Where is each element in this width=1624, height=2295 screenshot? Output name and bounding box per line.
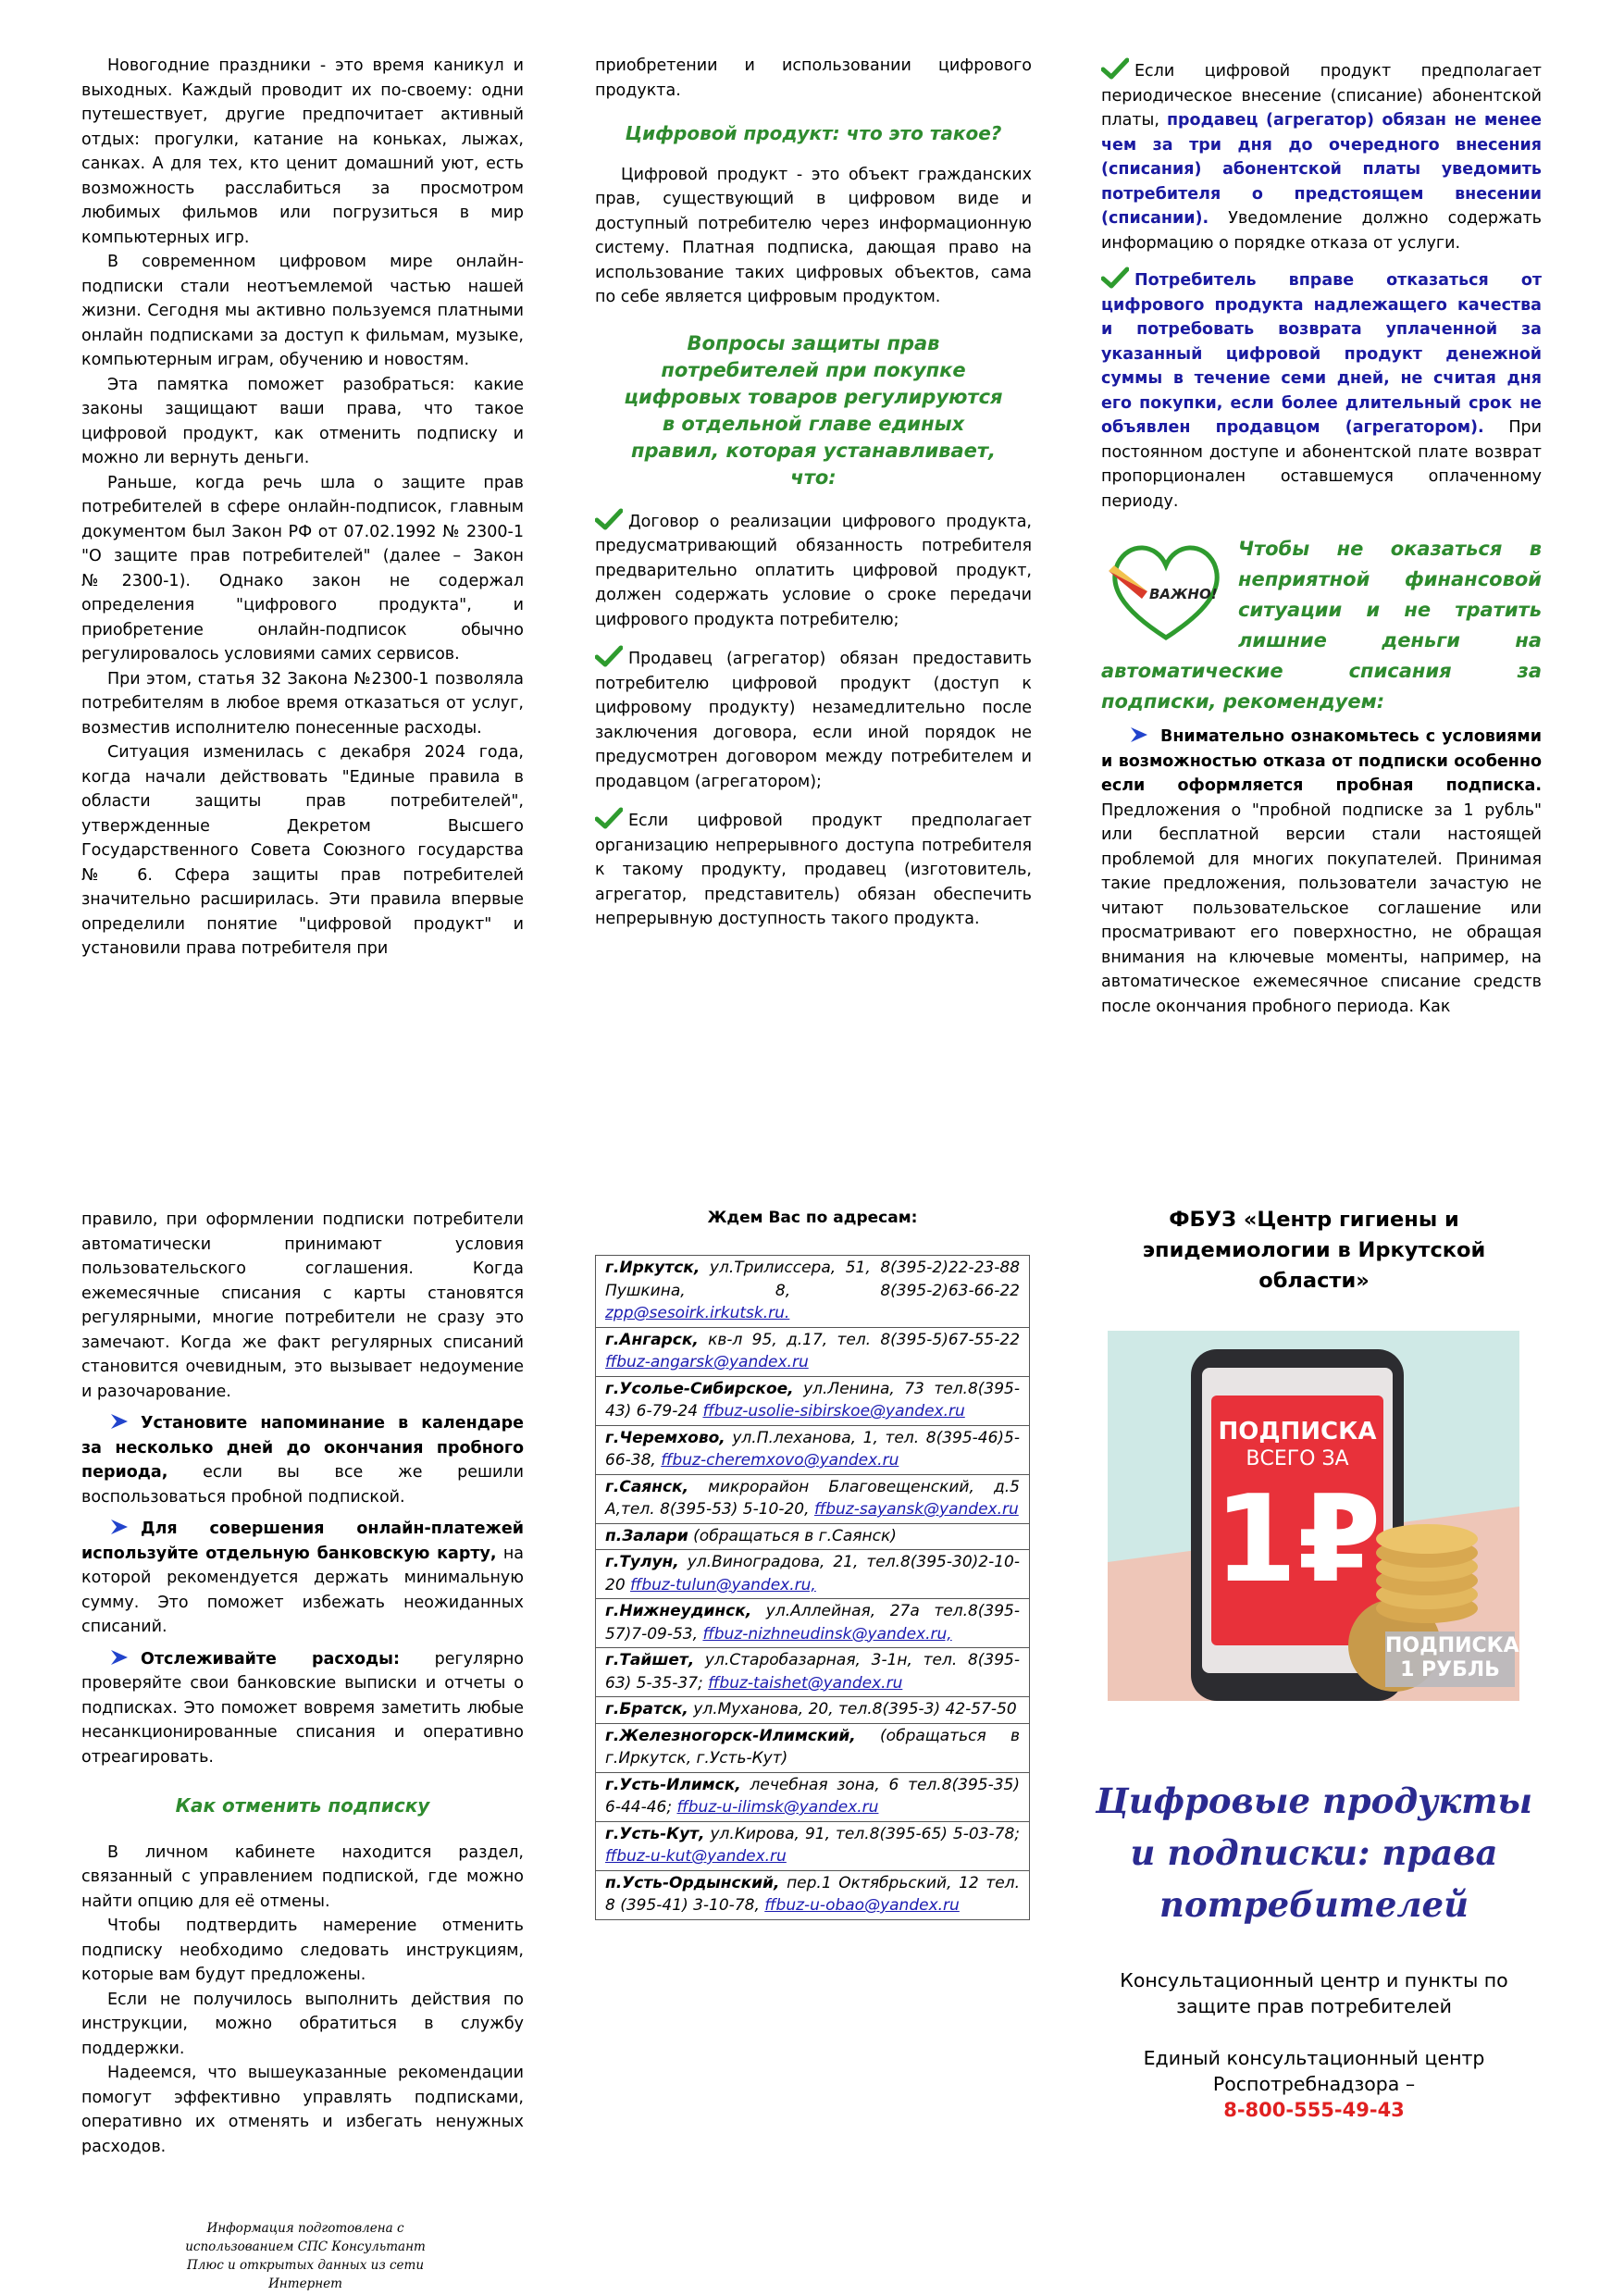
address-text: ул.Ленина, 73 тел.8(395-43) 6-79-24 xyxy=(605,1379,1020,1420)
city-name: г.Ангарск, xyxy=(605,1330,699,1349)
recommendation-item: Установите напоминание в календаре за несколько дней до окончания пробного периода, если вы все же решили воспользоваться пробной подпиской. xyxy=(81,1414,524,1507)
section-heading: Как отменить подписку xyxy=(175,1794,430,1817)
arrow-icon xyxy=(109,1518,130,1536)
continued-text: правило, при оформлении подписки потребители автоматически принимают условия пользовательского соглашения. Когда ежемесячные списания с карты становятся регулярными, многие потребители не сразу это замечают. Когда же факт регулярных списаний становится очевидным, это вызывает недоумение и разочарование. xyxy=(81,1210,524,1401)
addresses-title: Ждем Вас по адресам: xyxy=(707,1209,918,1227)
footer-note: Информация подготовлена с использованием СПС Консультант Плюс и открытых данных из сети Интернет xyxy=(185,2221,426,2291)
address-row xyxy=(596,1523,1030,1550)
address-text: микрорайон Благовещенский, д.5 А,тел. 8(395-53) 5-10-20, xyxy=(605,1477,1020,1519)
check-icon xyxy=(595,645,623,667)
column-recommendations xyxy=(81,1208,524,2159)
check-icon xyxy=(1101,267,1129,289)
rule-item: Если цифровой продукт предполагает периодическое внесение (списание) абонентской платы, продавец (агрегатор) обязан не менее чем за три дня до очередного внесения (списания) абонентской платы уведомить потребителя о предстоящем внесении (списании). Уведомление должно содержать информацию о порядке отказа от услуги. xyxy=(1101,57,1542,255)
address-text: лечебная зона, 6 тел.8(395-35) 6-44-46; xyxy=(605,1775,1020,1817)
hotline-phone[interactable]: 8-800-555-49-43 xyxy=(1223,2099,1405,2121)
check-icon xyxy=(595,807,623,829)
rule-item: Договор о реализации цифрового продукта, предусматривающий обязанность потребителя предварительно оплатить цифровой продукт, должен содержать условие о сроке передачи цифрового продукта потребителю; xyxy=(595,508,1032,633)
address-text: ул.Трилиссера, 51, 8(395-2)22-23-88 Пушкина, 8, 8(395-2)63-66-22 xyxy=(605,1259,1021,1300)
city-name: г.Черемхово, xyxy=(605,1428,725,1447)
address-row xyxy=(596,1474,1030,1523)
email-link[interactable]: ffbuz-usolie-sibirskoe@yandex.ru xyxy=(702,1402,965,1420)
email-link[interactable]: ffbuz-taishet@yandex.ru xyxy=(708,1673,903,1693)
address-text: (обращаться в г.Саянск) xyxy=(693,1526,897,1545)
important-badge: ВАЖНО! xyxy=(1101,534,1231,645)
email-link[interactable]: ffbuz-nizhneudinsk@yandex.ru, xyxy=(702,1624,952,1644)
city-name: г.Братск, xyxy=(605,1700,688,1718)
promo-image: ПОДПИСКА ВСЕГО ЗА 1₽ ПОДПИСКА 1 РУБЛЬ xyxy=(1108,1331,1519,1701)
address-text: пер.1 Октябрьский, 12 тел. 8 (395-41) 3-10-78, xyxy=(605,1873,1021,1915)
column-intro xyxy=(81,54,524,961)
cancel-paragraph: Если не получилось выполнить действия по инструкции, можно обратиться в службу поддержки. xyxy=(81,1990,524,2058)
intro-paragraph: Новогодние праздники - это время каникул и выходных. Каждый проводит их по-своему: одни путешествует, другие предпочитает активный отдых: прогулки, катание на коньках, лыжах, санках. А для тех, кто ценит домашний уют, есть возможность расслабиться за просмотром любимых фильмов или погрузиться в мир компьютерных игр. xyxy=(81,56,524,247)
consultation-centers: Консультационный центр и пункты по защите прав потребителей xyxy=(1120,1969,1508,2017)
address-text: ул.Муханова, 20, тел.8(395-3) 42-57-50 xyxy=(693,1700,1017,1718)
address-row xyxy=(596,1376,1030,1425)
email-link[interactable]: ffbuz-angarsk@yandex.ru xyxy=(605,1353,809,1371)
email-link[interactable]: ffbuz-u-obao@yandex.ru xyxy=(764,1896,960,1915)
continued-text: приобретении и использовании цифрового продукта. xyxy=(595,56,1032,100)
address-text: ул.П.леханова, 1, тел. 8(395-46)5-66-38, xyxy=(605,1428,1021,1470)
address-text: ул.Кирова, 91, тел.8(395-65) 5-03-78; xyxy=(710,1824,1020,1843)
email-link[interactable]: ffbuz-tulun@yandex.ru, xyxy=(630,1575,816,1594)
city-name: г.Усолье-Сибирское, xyxy=(605,1379,794,1398)
intro-paragraph: Раньше, когда речь шла о защите прав потребителей в сфере онлайн-подписок, главным документом был Закон РФ от 07.02.1992 № 2300-1 "О защите прав потребителей" (далее – Закон №2300-1). Однако закон не содержал определения "цифрового продукта", и приобретение онлайн-подписок обычно регулировалось условиями самих сервисов. xyxy=(81,473,524,664)
definition-paragraph: Цифровой продукт - это объект гражданских прав, существующий в цифровом виде и доступный потребителю через информационную систему. Платная подписка, дающая право на использование таких цифровых объектов, сама по себе является цифровым продуктом. xyxy=(595,165,1032,306)
city-name: г.Саянск, xyxy=(605,1477,689,1496)
check-icon xyxy=(1101,57,1129,80)
city-name: п.Усть-Ордынский, xyxy=(605,1873,780,1892)
arrow-icon xyxy=(109,1412,130,1431)
city-name: г.Иркутск, xyxy=(605,1259,700,1277)
recommendation-item: Внимательно ознакомьтесь с условиями и возможностью отказа от подписки особенно если оформляется пробная подписка. Предложения о "пробной подписке за 1 рубль" или бесплатной версии стали настоящей проблемой для многих покупателей. Принимая такие предложения, пользователи зачастую не читают пользовательское соглашение или просматривают его поверхностно, не обращая внимания на ключевые моменты, например, на автоматическое ежемесячное списание средств после окончания пробного периода. Как xyxy=(1101,727,1542,1016)
address-row xyxy=(596,1256,1030,1328)
addresses-table xyxy=(595,1255,1030,1920)
organization-name: ФБУЗ «Центр гигиены и эпидемиологии в Иркутской области» xyxy=(1142,1208,1486,1293)
address-row xyxy=(596,1870,1030,1919)
address-row xyxy=(596,1599,1030,1648)
intro-paragraph: При этом, статья 32 Закона №2300-1 позволяла потребителям в любое время отказаться от услуг, возместив исполнителю понесенные расходы. xyxy=(81,669,524,738)
email-link[interactable]: ffbuz-u-kut@yandex.ru xyxy=(605,1847,787,1866)
unified-center: Единый консультационный центр Роспотребнадзора – xyxy=(1143,2047,1485,2095)
recommendation-item: Для совершения онлайн-платежей используйте отдельную банковскую карту, на которой рекомендуется держать минимальную сумму. Это поможет избежать неожиданных списаний. xyxy=(81,1520,524,1636)
city-name: г.Усть-Кут, xyxy=(605,1824,705,1843)
address-row xyxy=(596,1327,1030,1376)
section-heading: Вопросы защиты прав потребителей при покупке цифровых товаров регулируются в отдельной главе единых правил, которая устанавливает, что: xyxy=(624,331,1003,489)
rule-item: Потребитель вправе отказаться от цифрового продукта надлежащего качества и потребовать возврата уплаченной за указанный цифровой продукт денежной суммы в течение семи дней, не считая дня его покупки, если более длительный срок не объявлен продавцом (агрегатором). При постоянном доступе и абонентской плате возврат пропорционален оставшемуся оплаченному периоду. xyxy=(1101,267,1542,514)
warning-block: ВАЖНО! Чтобы не оказаться в неприятной финансовой ситуации и не тратить лишние деньги на автоматические списания за подписки, рекомендуем: xyxy=(1101,534,1542,717)
arrow-icon xyxy=(1129,726,1149,744)
intro-paragraph: Эта памятка поможет разобраться: какие законы защищают ваши права, что такое цифровой продукт, как отменить подписку и можно ли вернуть деньги. xyxy=(81,375,524,467)
cancel-paragraph: Чтобы подтвердить намерение отменить подписку необходимо следовать инструкциям, которые вам будут предложены. xyxy=(81,1917,524,1984)
address-row xyxy=(596,1550,1030,1599)
check-icon xyxy=(595,508,623,530)
column-rights xyxy=(1101,57,1542,1019)
address-row xyxy=(596,1648,1030,1697)
cancel-paragraph: В личном кабинете находится раздел, связанный с управлением подпиской, где можно найти опцию для её отмены. xyxy=(81,1842,524,1911)
address-row xyxy=(596,1425,1030,1474)
cancel-paragraph: Надеемся, что вышеуказанные рекомендации помогут эффективно управлять подписками, оперативно их отменять и избегать ненужных расходов. xyxy=(81,2064,524,2156)
arrow-icon xyxy=(109,1648,130,1667)
address-row xyxy=(596,1821,1030,1870)
city-name: п.Залари xyxy=(605,1526,688,1545)
email-link[interactable]: ffbuz-u-ilimsk@yandex.ru xyxy=(676,1798,879,1817)
section-heading: Цифровой продукт: что это такое? xyxy=(625,122,1002,144)
email-link[interactable]: ffbuz-sayansk@yandex.ru xyxy=(813,1500,1019,1519)
address-text: ул.Виноградова, 21, тел.8(395-30)2-10-20 xyxy=(605,1553,1020,1594)
rule-item: Продавец (агрегатор) обязан предоставить потребителю цифровой продукт (доступ к цифровому продукту) незамедлительно после заключения договора, если иной порядок не предусмотрен договором между потребителем и продавцом (агрегатором); xyxy=(595,645,1032,794)
column-digital-product xyxy=(595,54,1032,932)
city-name: г.Тулун, xyxy=(605,1553,679,1571)
address-row xyxy=(596,1723,1030,1772)
intro-paragraph: Ситуация изменилась с декабря 2024 года, когда начали действовать "Единые правила в области защиты прав потребителей", утвержденные Декретом Высшего Государственного Совета Союзного государства № 6. Сфера защиты прав потребителей значительно расширилась. Эти правила впервые определили понятие "цифровой продукт" и установили права потребителя при xyxy=(81,743,524,958)
address-text: кв-л 95, д.17, тел. 8(395-5)67-55-22 xyxy=(708,1330,1021,1349)
email-link[interactable]: zpp@sesoirk.irkutsk.ru. xyxy=(605,1304,790,1322)
city-name: г.Железногорск-Илимский, xyxy=(605,1726,856,1745)
rule-item: Если цифровой продукт предполагает организацию непрерывного доступа потребителя к такому продукту, продавец (изготовитель, агрегатор, представитель) обязан обеспечить непрерывную доступность такого продукта. xyxy=(595,807,1032,932)
address-text: (обращаться в г.Иркутск, г.Усть-Кут) xyxy=(605,1726,1021,1768)
intro-paragraph: В современном цифровом мире онлайн-подписки стали неотъемлемой частью нашей жизни. Сегодня мы активно пользуемся платными онлайн подписками за доступ к фильмам, музыке, компьютерным играм, обучению и новостям. xyxy=(81,253,524,369)
email-link[interactable]: ffbuz-cheremxovo@yandex.ru xyxy=(661,1451,899,1470)
city-name: г.Усть-Илимск, xyxy=(605,1775,741,1794)
address-row xyxy=(596,1697,1030,1724)
city-name: г.Нижнеудинск, xyxy=(605,1602,752,1620)
address-text: ул.Старобазарная, 3-1н, тел. 8(395-63) 5-35-37; xyxy=(605,1651,1020,1693)
brochure-title: Цифровые продукты и подписки: права потребителей xyxy=(1095,1780,1533,1925)
address-text: ул.Аллейная, 27а тел.8(395-57)7-09-53, xyxy=(605,1602,1020,1644)
address-row xyxy=(596,1772,1030,1821)
city-name: г.Тайшет, xyxy=(605,1651,695,1669)
recommendation-item: Отслеживайте расходы: регулярно проверяйте свои банковские выписки и отчеты о подписках. Это поможет вовремя заметить любые несанкционированные списания и оперативно отреагировать. xyxy=(81,1649,524,1767)
